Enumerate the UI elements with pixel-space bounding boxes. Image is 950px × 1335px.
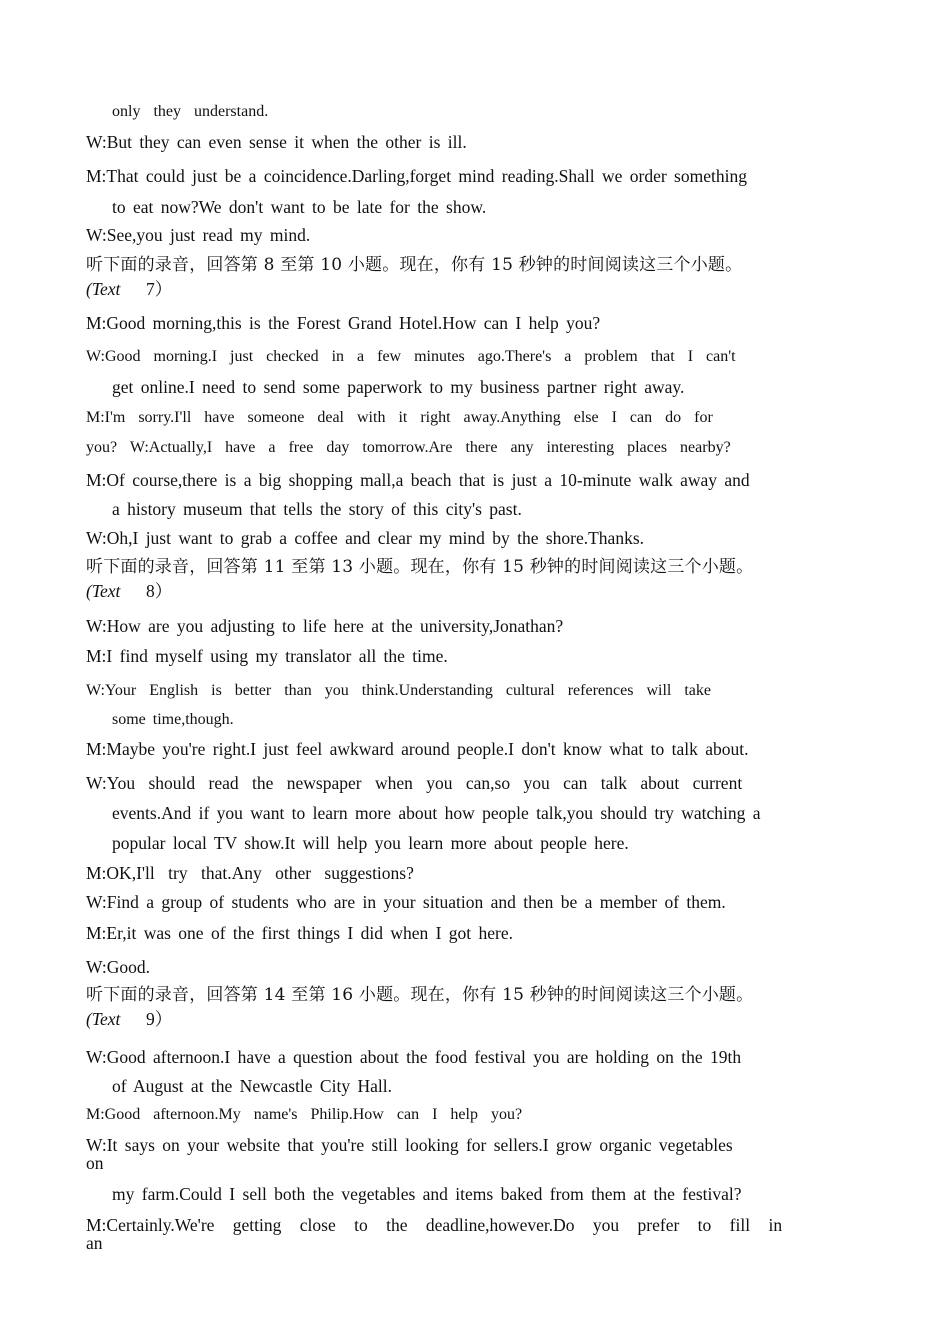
text-line: on bbox=[86, 1153, 104, 1173]
text-line: W:Oh,I just want to grab a coffee and clear my mind by the shore.Thanks. bbox=[86, 528, 645, 548]
text-line: W:Good morning.I just checked in a few minutes ago.There's a problem that I can't bbox=[86, 348, 736, 365]
text-line: an bbox=[86, 1233, 103, 1253]
text-line: W:It says on your website that you're still looking for sellers.I grow organic vegetables bbox=[86, 1135, 733, 1155]
text-line: W:Your English is better than you think.Understanding cultural references will take bbox=[86, 682, 711, 699]
text-line: M:OK,I'll try that.Any other suggestions? bbox=[86, 863, 414, 883]
text-line: popular local TV show.It will help you learn more about people here. bbox=[112, 833, 629, 853]
text-line: W:How are you adjusting to life here at the university,Jonathan? bbox=[86, 616, 564, 636]
text-line: W:See,you just read my mind. bbox=[86, 225, 311, 245]
text-line: M:I find myself using my translator all the time. bbox=[86, 646, 448, 666]
text-label: (Text bbox=[86, 1009, 121, 1029]
text-label: (Text bbox=[86, 279, 121, 299]
text-line: W:You should read the newspaper when you can,so you can talk about current bbox=[86, 773, 743, 793]
text-line: events.And if you want to learn more about how people talk,you should try watching a bbox=[112, 803, 761, 823]
text-line: M:I'm sorry.I'll have someone deal with it right away.Anything else I can do for bbox=[86, 409, 713, 426]
text-line: M:Maybe you're right.I just feel awkward around people.I don't know what to talk about. bbox=[86, 739, 749, 759]
section-instruction: 听下面的录音，回答第 11 至第 13 小题。现在，你有 15 秒钟的时间阅读这三个小题。 bbox=[86, 557, 754, 577]
text-line: W:But they can even sense it when the other is ill. bbox=[86, 132, 467, 152]
text-line: some time,though. bbox=[112, 711, 234, 728]
text-line: M:Certainly.We're getting close to the deadline,however.Do you prefer to fill in bbox=[86, 1215, 783, 1235]
text-line: W:Find a group of students who are in your situation and then be a member of them. bbox=[86, 892, 726, 912]
text-line: M:Er,it was one of the first things I did when I got here. bbox=[86, 923, 514, 943]
text-number: 8） bbox=[146, 581, 173, 601]
text-number: 9） bbox=[146, 1009, 173, 1029]
text-line: M:That could just be a coincidence.Darling,forget mind reading.Shall we order something bbox=[86, 166, 747, 186]
section-instruction: 听下面的录音，回答第 14 至第 16 小题。现在，你有 15 秒钟的时间阅读这三个小题。 bbox=[86, 985, 754, 1005]
text-line: M:Of course,there is a big shopping mall,a beach that is just a 10-minute walk away and bbox=[86, 470, 750, 490]
text-line: you? W:Actually,I have a free day tomorrow.Are there any interesting places nearby? bbox=[86, 439, 731, 456]
text-line: W:Good afternoon.I have a question about the food festival you are holding on the 19th bbox=[86, 1047, 742, 1067]
text-line: W:Good. bbox=[86, 957, 150, 977]
text-line: to eat now?We don't want to be late for the show. bbox=[112, 197, 487, 217]
text-number: 7） bbox=[146, 279, 173, 299]
text-line: a history museum that tells the story of this city's past. bbox=[112, 499, 522, 519]
text-line: only they understand. bbox=[112, 103, 269, 120]
text-line: M:Good afternoon.My name's Philip.How can I help you? bbox=[86, 1106, 523, 1123]
text-line: of August at the Newcastle City Hall. bbox=[112, 1076, 392, 1096]
text-line: M:Good morning,this is the Forest Grand Hotel.How can I help you? bbox=[86, 313, 601, 333]
section-instruction: 听下面的录音，回答第 8 至第 10 小题。现在，你有 15 秒钟的时间阅读这三个小题。 bbox=[86, 255, 743, 275]
text-line: get online.I need to send some paperwork to my business partner right away. bbox=[112, 377, 685, 397]
text-line: my farm.Could I sell both the vegetables and items baked from them at the festival? bbox=[112, 1184, 742, 1204]
text-label: (Text bbox=[86, 581, 121, 601]
